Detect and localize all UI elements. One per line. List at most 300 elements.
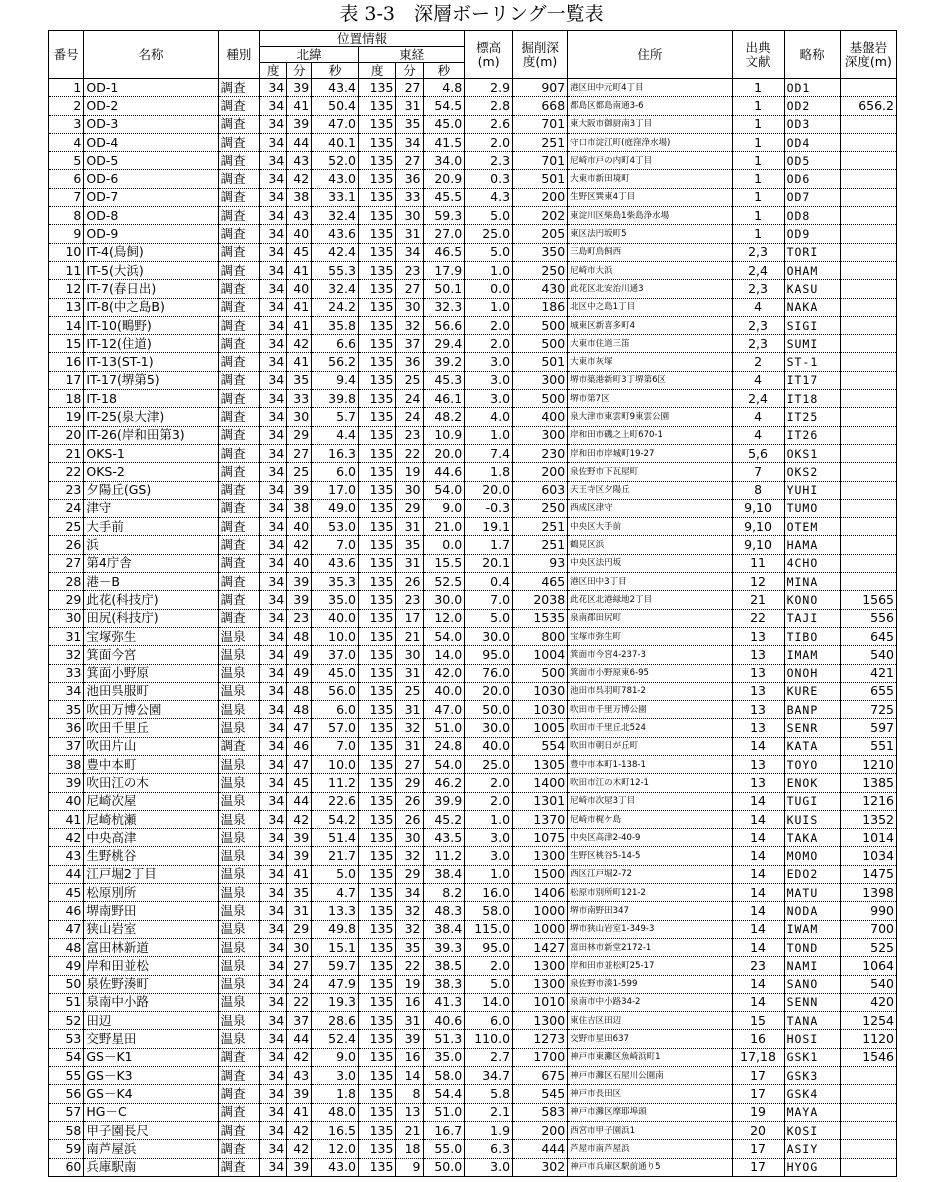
east-min-cell: 36 bbox=[396, 353, 423, 371]
abbr-cell: TORI bbox=[784, 243, 840, 261]
east-sec-cell: 50.0 bbox=[423, 1158, 465, 1176]
row-type-cell: 調査 bbox=[218, 426, 260, 444]
north-sec-cell: 5.7 bbox=[312, 408, 359, 426]
address-cell: 堺市築港新町3丁堺第6区 bbox=[568, 371, 732, 389]
bedrock-depth-cell: 655 bbox=[840, 682, 896, 700]
depth-cell: 1700 bbox=[513, 1048, 568, 1066]
address-cell: 東大阪市御厨南3丁目 bbox=[568, 115, 732, 133]
depth-cell: 230 bbox=[513, 444, 568, 462]
address-cell: 守口市淀江町(庭窪浄水場) bbox=[568, 133, 732, 151]
east-sec-cell: 39.2 bbox=[423, 353, 465, 371]
east-deg-cell: 135 bbox=[359, 481, 396, 499]
row-name-cell: 箕面小野原 bbox=[84, 664, 218, 682]
row-type-cell: 調査 bbox=[218, 115, 260, 133]
table-row bbox=[49, 1103, 897, 1121]
row-name-cell: IT-26(岸和田第3) bbox=[84, 426, 218, 444]
table-row bbox=[49, 1121, 897, 1139]
address-cell: 岸和田市岸城町19-27 bbox=[568, 444, 732, 462]
table-row bbox=[49, 847, 897, 865]
table-row bbox=[49, 884, 897, 902]
bedrock-depth-cell bbox=[840, 1067, 896, 1085]
east-min-cell: 30 bbox=[396, 829, 423, 847]
row-name-cell: 此花(科技庁) bbox=[84, 591, 218, 609]
east-min-cell: 30 bbox=[396, 207, 423, 225]
table-row bbox=[49, 774, 897, 792]
table-row bbox=[49, 627, 897, 645]
east-sec-cell: 54.5 bbox=[423, 97, 465, 115]
elevation-cell: 5.0 bbox=[465, 975, 513, 993]
east-min-cell: 21 bbox=[396, 1121, 423, 1139]
address-cell: 岸和田市磯之上町670-1 bbox=[568, 426, 732, 444]
elevation-cell: 1.0 bbox=[465, 865, 513, 883]
abbr-cell: OKS2 bbox=[784, 463, 840, 481]
east-sec-cell: 39.9 bbox=[423, 792, 465, 810]
elevation-cell: 19.1 bbox=[465, 518, 513, 536]
address-cell: 泉大津市東雲町9東雲公園 bbox=[568, 408, 732, 426]
east-min-cell: 29 bbox=[396, 865, 423, 883]
north-deg-cell: 34 bbox=[260, 792, 287, 810]
header-east: 東経 bbox=[359, 47, 465, 63]
north-deg-cell: 34 bbox=[260, 463, 287, 481]
table-row bbox=[49, 280, 897, 298]
source-cell: 1 bbox=[732, 225, 784, 243]
address-cell: 大東市新田境町 bbox=[568, 170, 732, 188]
bedrock-depth-cell bbox=[840, 335, 896, 353]
east-sec-cell: 51.3 bbox=[423, 1030, 465, 1048]
table-row bbox=[49, 865, 897, 883]
source-cell: 23 bbox=[732, 957, 784, 975]
address-cell: 富田林市新堂2172-1 bbox=[568, 938, 732, 956]
row-name-cell: OD-1 bbox=[84, 79, 218, 97]
row-type-cell: 調査 bbox=[218, 79, 260, 97]
elevation-cell: 3.0 bbox=[465, 829, 513, 847]
row-no-cell: 35 bbox=[49, 701, 84, 719]
north-sec-cell: 49.0 bbox=[312, 499, 359, 517]
row-type-cell: 温泉 bbox=[218, 755, 260, 773]
north-sec-cell: 10.0 bbox=[312, 627, 359, 645]
depth-cell: 205 bbox=[513, 225, 568, 243]
east-sec-cell: 20.9 bbox=[423, 170, 465, 188]
depth-cell: 583 bbox=[513, 1103, 568, 1121]
row-name-cell: OD-7 bbox=[84, 188, 218, 206]
north-min-cell: 39 bbox=[287, 591, 312, 609]
row-no-cell: 21 bbox=[49, 444, 84, 462]
north-sec-cell: 48.0 bbox=[312, 1103, 359, 1121]
address-cell: 中央区法円坂 bbox=[568, 554, 732, 572]
east-min-cell: 23 bbox=[396, 426, 423, 444]
north-min-cell: 37 bbox=[287, 1012, 312, 1030]
bedrock-depth-cell bbox=[840, 518, 896, 536]
north-min-cell: 39 bbox=[287, 1158, 312, 1176]
row-name-cell: 吹田片山 bbox=[84, 737, 218, 755]
row-type-cell: 温泉 bbox=[218, 1030, 260, 1048]
east-min-cell: 36 bbox=[396, 170, 423, 188]
depth-cell: 1427 bbox=[513, 938, 568, 956]
row-type-cell: 調査 bbox=[218, 499, 260, 517]
source-cell: 19 bbox=[732, 1103, 784, 1121]
east-sec-cell: 41.5 bbox=[423, 133, 465, 151]
row-no-cell: 60 bbox=[49, 1158, 84, 1176]
bedrock-depth-cell bbox=[840, 426, 896, 444]
row-type-cell: 温泉 bbox=[218, 957, 260, 975]
north-min-cell: 39 bbox=[287, 829, 312, 847]
address-cell: 城東区新喜多町4 bbox=[568, 316, 732, 334]
abbr-cell: SANO bbox=[784, 975, 840, 993]
bedrock-depth-cell bbox=[840, 1158, 896, 1176]
row-no-cell: 11 bbox=[49, 261, 84, 279]
row-type-cell: 調査 bbox=[218, 152, 260, 170]
row-name-cell: 吹田江の木 bbox=[84, 774, 218, 792]
depth-cell: 500 bbox=[513, 335, 568, 353]
source-cell: 2,3 bbox=[732, 316, 784, 334]
table-row bbox=[49, 993, 897, 1011]
address-cell: 尼崎市次屋3丁目 bbox=[568, 792, 732, 810]
address-cell: 神戸市灘区摩耶埠頭 bbox=[568, 1103, 732, 1121]
boring-table bbox=[48, 30, 897, 1177]
elevation-cell: 58.0 bbox=[465, 902, 513, 920]
row-name-cell: OD-5 bbox=[84, 152, 218, 170]
east-min-cell: 29 bbox=[396, 499, 423, 517]
bedrock-depth-cell bbox=[840, 133, 896, 151]
bedrock-depth-cell: 420 bbox=[840, 993, 896, 1011]
east-deg-cell: 135 bbox=[359, 975, 396, 993]
table-row bbox=[49, 975, 897, 993]
row-no-cell: 51 bbox=[49, 993, 84, 1011]
address-cell: 北区中之島1丁目 bbox=[568, 298, 732, 316]
east-min-cell: 31 bbox=[396, 664, 423, 682]
abbr-cell: OD3 bbox=[784, 115, 840, 133]
address-cell: 吹田市朝日が丘町 bbox=[568, 737, 732, 755]
north-sec-cell: 6.0 bbox=[312, 463, 359, 481]
address-cell: 泉佐野市下瓦屋町 bbox=[568, 463, 732, 481]
north-deg-cell: 34 bbox=[260, 426, 287, 444]
elevation-cell: 0.0 bbox=[465, 280, 513, 298]
address-cell: 宝塚市弥生町 bbox=[568, 627, 732, 645]
source-cell: 14 bbox=[732, 737, 784, 755]
row-type-cell: 温泉 bbox=[218, 975, 260, 993]
east-deg-cell: 135 bbox=[359, 225, 396, 243]
table-row bbox=[49, 1158, 897, 1176]
abbr-cell: NAMI bbox=[784, 957, 840, 975]
depth-cell: 300 bbox=[513, 371, 568, 389]
row-no-cell: 23 bbox=[49, 481, 84, 499]
row-no-cell: 55 bbox=[49, 1067, 84, 1085]
depth-cell: 444 bbox=[513, 1140, 568, 1158]
depth-cell: 350 bbox=[513, 243, 568, 261]
address-cell: 東住吉区田辺 bbox=[568, 1012, 732, 1030]
north-min-cell: 41 bbox=[287, 1103, 312, 1121]
row-no-cell: 12 bbox=[49, 280, 84, 298]
elevation-cell: 25.0 bbox=[465, 755, 513, 773]
east-sec-cell: 8.2 bbox=[423, 884, 465, 902]
north-deg-cell: 34 bbox=[260, 938, 287, 956]
north-min-cell: 24 bbox=[287, 975, 312, 993]
north-sec-cell: 10.0 bbox=[312, 755, 359, 773]
depth-cell: 1300 bbox=[513, 957, 568, 975]
row-name-cell: GS－K1 bbox=[84, 1048, 218, 1066]
header-address: 住所 bbox=[568, 31, 732, 79]
north-sec-cell: 13.3 bbox=[312, 902, 359, 920]
elevation-cell: 2.9 bbox=[465, 79, 513, 97]
source-cell: 1 bbox=[732, 170, 784, 188]
east-deg-cell: 135 bbox=[359, 115, 396, 133]
elevation-cell: 3.0 bbox=[465, 847, 513, 865]
east-sec-cell: 55.0 bbox=[423, 1140, 465, 1158]
row-no-cell: 48 bbox=[49, 938, 84, 956]
north-min-cell: 41 bbox=[287, 261, 312, 279]
row-name-cell: 尼崎次屋 bbox=[84, 792, 218, 810]
east-sec-cell: 54.0 bbox=[423, 755, 465, 773]
bedrock-depth-cell: 990 bbox=[840, 902, 896, 920]
north-sec-cell: 47.0 bbox=[312, 115, 359, 133]
abbr-cell: 4CHO bbox=[784, 554, 840, 572]
abbr-cell: MINA bbox=[784, 573, 840, 591]
source-cell: 8 bbox=[732, 481, 784, 499]
header-source: 出典 文献 bbox=[732, 31, 784, 79]
row-type-cell: 調査 bbox=[218, 225, 260, 243]
east-deg-cell: 135 bbox=[359, 371, 396, 389]
row-type-cell: 調査 bbox=[218, 243, 260, 261]
row-name-cell: 第4庁舎 bbox=[84, 554, 218, 572]
east-sec-cell: 46.1 bbox=[423, 390, 465, 408]
table-row bbox=[49, 225, 897, 243]
north-min-cell: 39 bbox=[287, 847, 312, 865]
east-deg-cell: 135 bbox=[359, 133, 396, 151]
north-min-cell: 43 bbox=[287, 152, 312, 170]
abbr-cell: TOND bbox=[784, 938, 840, 956]
elevation-cell: 20.0 bbox=[465, 481, 513, 499]
bedrock-depth-cell: 1385 bbox=[840, 774, 896, 792]
row-name-cell: 岸和田並松 bbox=[84, 957, 218, 975]
depth-cell: 1400 bbox=[513, 774, 568, 792]
north-sec-cell: 56.0 bbox=[312, 682, 359, 700]
depth-cell: 302 bbox=[513, 1158, 568, 1176]
east-sec-cell: 59.3 bbox=[423, 207, 465, 225]
row-type-cell: 調査 bbox=[218, 371, 260, 389]
east-sec-cell: 46.5 bbox=[423, 243, 465, 261]
north-min-cell: 49 bbox=[287, 664, 312, 682]
address-cell: 尼崎市大浜 bbox=[568, 261, 732, 279]
depth-cell: 500 bbox=[513, 316, 568, 334]
abbr-cell: KUIS bbox=[784, 810, 840, 828]
abbr-cell: OD7 bbox=[784, 188, 840, 206]
elevation-cell: 30.0 bbox=[465, 719, 513, 737]
east-deg-cell: 135 bbox=[359, 1085, 396, 1103]
bedrock-depth-cell: 1254 bbox=[840, 1012, 896, 1030]
source-cell: 14 bbox=[732, 829, 784, 847]
bedrock-depth-cell bbox=[840, 207, 896, 225]
north-deg-cell: 34 bbox=[260, 755, 287, 773]
east-sec-cell: 11.2 bbox=[423, 847, 465, 865]
abbr-cell: SENN bbox=[784, 993, 840, 1011]
north-deg-cell: 34 bbox=[260, 536, 287, 554]
address-cell: 中央区高津2-40-9 bbox=[568, 829, 732, 847]
address-cell: 大東市住道三笛 bbox=[568, 335, 732, 353]
row-no-cell: 13 bbox=[49, 298, 84, 316]
row-type-cell: 調査 bbox=[218, 1048, 260, 1066]
row-no-cell: 33 bbox=[49, 664, 84, 682]
north-sec-cell: 35.8 bbox=[312, 316, 359, 334]
table-row bbox=[49, 133, 897, 151]
north-sec-cell: 40.0 bbox=[312, 609, 359, 627]
table-row bbox=[49, 79, 897, 97]
north-min-cell: 47 bbox=[287, 719, 312, 737]
elevation-cell: 2.7 bbox=[465, 1048, 513, 1066]
row-type-cell: 調査 bbox=[218, 97, 260, 115]
abbr-cell: ENOK bbox=[784, 774, 840, 792]
east-sec-cell: 38.3 bbox=[423, 975, 465, 993]
north-min-cell: 35 bbox=[287, 371, 312, 389]
bedrock-depth-cell bbox=[840, 152, 896, 170]
east-min-cell: 35 bbox=[396, 115, 423, 133]
east-min-cell: 22 bbox=[396, 444, 423, 462]
north-deg-cell: 34 bbox=[260, 518, 287, 536]
east-deg-cell: 135 bbox=[359, 1030, 396, 1048]
abbr-cell: OKS1 bbox=[784, 444, 840, 462]
east-min-cell: 25 bbox=[396, 682, 423, 700]
row-type-cell: 調査 bbox=[218, 1103, 260, 1121]
row-name-cell: GS－K4 bbox=[84, 1085, 218, 1103]
row-no-cell: 17 bbox=[49, 371, 84, 389]
east-sec-cell: 41.3 bbox=[423, 993, 465, 1011]
east-deg-cell: 135 bbox=[359, 97, 396, 115]
source-cell: 9,10 bbox=[732, 536, 784, 554]
north-deg-cell: 34 bbox=[260, 152, 287, 170]
elevation-cell: 2.0 bbox=[465, 957, 513, 975]
row-name-cell: 津守 bbox=[84, 499, 218, 517]
north-min-cell: 46 bbox=[287, 737, 312, 755]
north-min-cell: 41 bbox=[287, 298, 312, 316]
source-cell: 14 bbox=[732, 884, 784, 902]
address-cell: 箕面市小野原東6-95 bbox=[568, 664, 732, 682]
east-sec-cell: 16.7 bbox=[423, 1121, 465, 1139]
north-deg-cell: 34 bbox=[260, 1048, 287, 1066]
east-deg-cell: 135 bbox=[359, 774, 396, 792]
east-deg-cell: 135 bbox=[359, 152, 396, 170]
north-sec-cell: 7.0 bbox=[312, 737, 359, 755]
east-deg-cell: 135 bbox=[359, 701, 396, 719]
abbr-cell: KOSI bbox=[784, 1121, 840, 1139]
east-min-cell: 24 bbox=[396, 408, 423, 426]
elevation-cell: 2.1 bbox=[465, 1103, 513, 1121]
depth-cell: 1535 bbox=[513, 609, 568, 627]
row-type-cell: 温泉 bbox=[218, 627, 260, 645]
bedrock-depth-cell: 1475 bbox=[840, 865, 896, 883]
row-type-cell: 温泉 bbox=[218, 792, 260, 810]
bedrock-depth-cell bbox=[840, 573, 896, 591]
north-deg-cell: 34 bbox=[260, 682, 287, 700]
source-cell: 2,4 bbox=[732, 390, 784, 408]
elevation-cell: 4.3 bbox=[465, 188, 513, 206]
abbr-cell: EDO2 bbox=[784, 865, 840, 883]
east-sec-cell: 27.0 bbox=[423, 225, 465, 243]
row-no-cell: 42 bbox=[49, 829, 84, 847]
table-row bbox=[49, 188, 897, 206]
depth-cell: 675 bbox=[513, 1067, 568, 1085]
row-name-cell: IT-4(鳥飼) bbox=[84, 243, 218, 261]
row-name-cell: 夕陽丘(GS) bbox=[84, 481, 218, 499]
bedrock-depth-cell: 556 bbox=[840, 609, 896, 627]
bedrock-depth-cell bbox=[840, 188, 896, 206]
bedrock-depth-cell: 1216 bbox=[840, 792, 896, 810]
row-name-cell: 江戸堀2丁目 bbox=[84, 865, 218, 883]
east-deg-cell: 135 bbox=[359, 737, 396, 755]
row-type-cell: 調査 bbox=[218, 408, 260, 426]
depth-cell: 202 bbox=[513, 207, 568, 225]
row-no-cell: 15 bbox=[49, 335, 84, 353]
bedrock-depth-cell: 1014 bbox=[840, 829, 896, 847]
depth-cell: 554 bbox=[513, 737, 568, 755]
east-min-cell: 23 bbox=[396, 591, 423, 609]
source-cell: 1 bbox=[732, 188, 784, 206]
east-min-cell: 32 bbox=[396, 847, 423, 865]
north-deg-cell: 34 bbox=[260, 573, 287, 591]
depth-cell: 501 bbox=[513, 353, 568, 371]
depth-cell: 500 bbox=[513, 390, 568, 408]
address-cell: 生野区桃谷5-14-5 bbox=[568, 847, 732, 865]
source-cell: 15 bbox=[732, 1012, 784, 1030]
east-min-cell: 8 bbox=[396, 1085, 423, 1103]
row-no-cell: 30 bbox=[49, 609, 84, 627]
depth-cell: 250 bbox=[513, 499, 568, 517]
abbr-cell: SENR bbox=[784, 719, 840, 737]
row-no-cell: 34 bbox=[49, 682, 84, 700]
north-deg-cell: 34 bbox=[260, 627, 287, 645]
north-deg-cell: 34 bbox=[260, 664, 287, 682]
east-min-cell: 39 bbox=[396, 1030, 423, 1048]
east-deg-cell: 135 bbox=[359, 390, 396, 408]
source-cell: 17 bbox=[732, 1067, 784, 1085]
row-name-cell: HG－C bbox=[84, 1103, 218, 1121]
north-min-cell: 40 bbox=[287, 225, 312, 243]
depth-cell: 250 bbox=[513, 261, 568, 279]
east-sec-cell: 51.0 bbox=[423, 719, 465, 737]
row-name-cell: 吹田千里丘 bbox=[84, 719, 218, 737]
north-sec-cell: 39.8 bbox=[312, 390, 359, 408]
elevation-cell: 115.0 bbox=[465, 920, 513, 938]
east-sec-cell: 48.2 bbox=[423, 408, 465, 426]
source-cell: 4 bbox=[732, 426, 784, 444]
abbr-cell: NODA bbox=[784, 902, 840, 920]
row-name-cell: 吹田万博公園 bbox=[84, 701, 218, 719]
source-cell: 14 bbox=[732, 993, 784, 1011]
north-deg-cell: 34 bbox=[260, 1103, 287, 1121]
table-row bbox=[49, 426, 897, 444]
east-deg-cell: 135 bbox=[359, 444, 396, 462]
header-north-min: 分 bbox=[287, 63, 312, 79]
row-name-cell: 池田呉服町 bbox=[84, 682, 218, 700]
source-cell: 14 bbox=[732, 938, 784, 956]
row-name-cell: OKS-2 bbox=[84, 463, 218, 481]
table-row bbox=[49, 536, 897, 554]
east-min-cell: 31 bbox=[396, 701, 423, 719]
abbr-cell: GSK1 bbox=[784, 1048, 840, 1066]
north-sec-cell: 59.7 bbox=[312, 957, 359, 975]
north-min-cell: 38 bbox=[287, 499, 312, 517]
bedrock-depth-cell: 656.2 bbox=[840, 97, 896, 115]
source-cell: 5,6 bbox=[732, 444, 784, 462]
elevation-cell: 1.0 bbox=[465, 261, 513, 279]
source-cell: 1 bbox=[732, 133, 784, 151]
row-no-cell: 47 bbox=[49, 920, 84, 938]
row-type-cell: 調査 bbox=[218, 554, 260, 572]
east-min-cell: 26 bbox=[396, 792, 423, 810]
east-sec-cell: 51.0 bbox=[423, 1103, 465, 1121]
elevation-cell: 2.0 bbox=[465, 792, 513, 810]
table-row bbox=[49, 1085, 897, 1103]
depth-cell: 800 bbox=[513, 627, 568, 645]
source-cell: 2,4 bbox=[732, 261, 784, 279]
